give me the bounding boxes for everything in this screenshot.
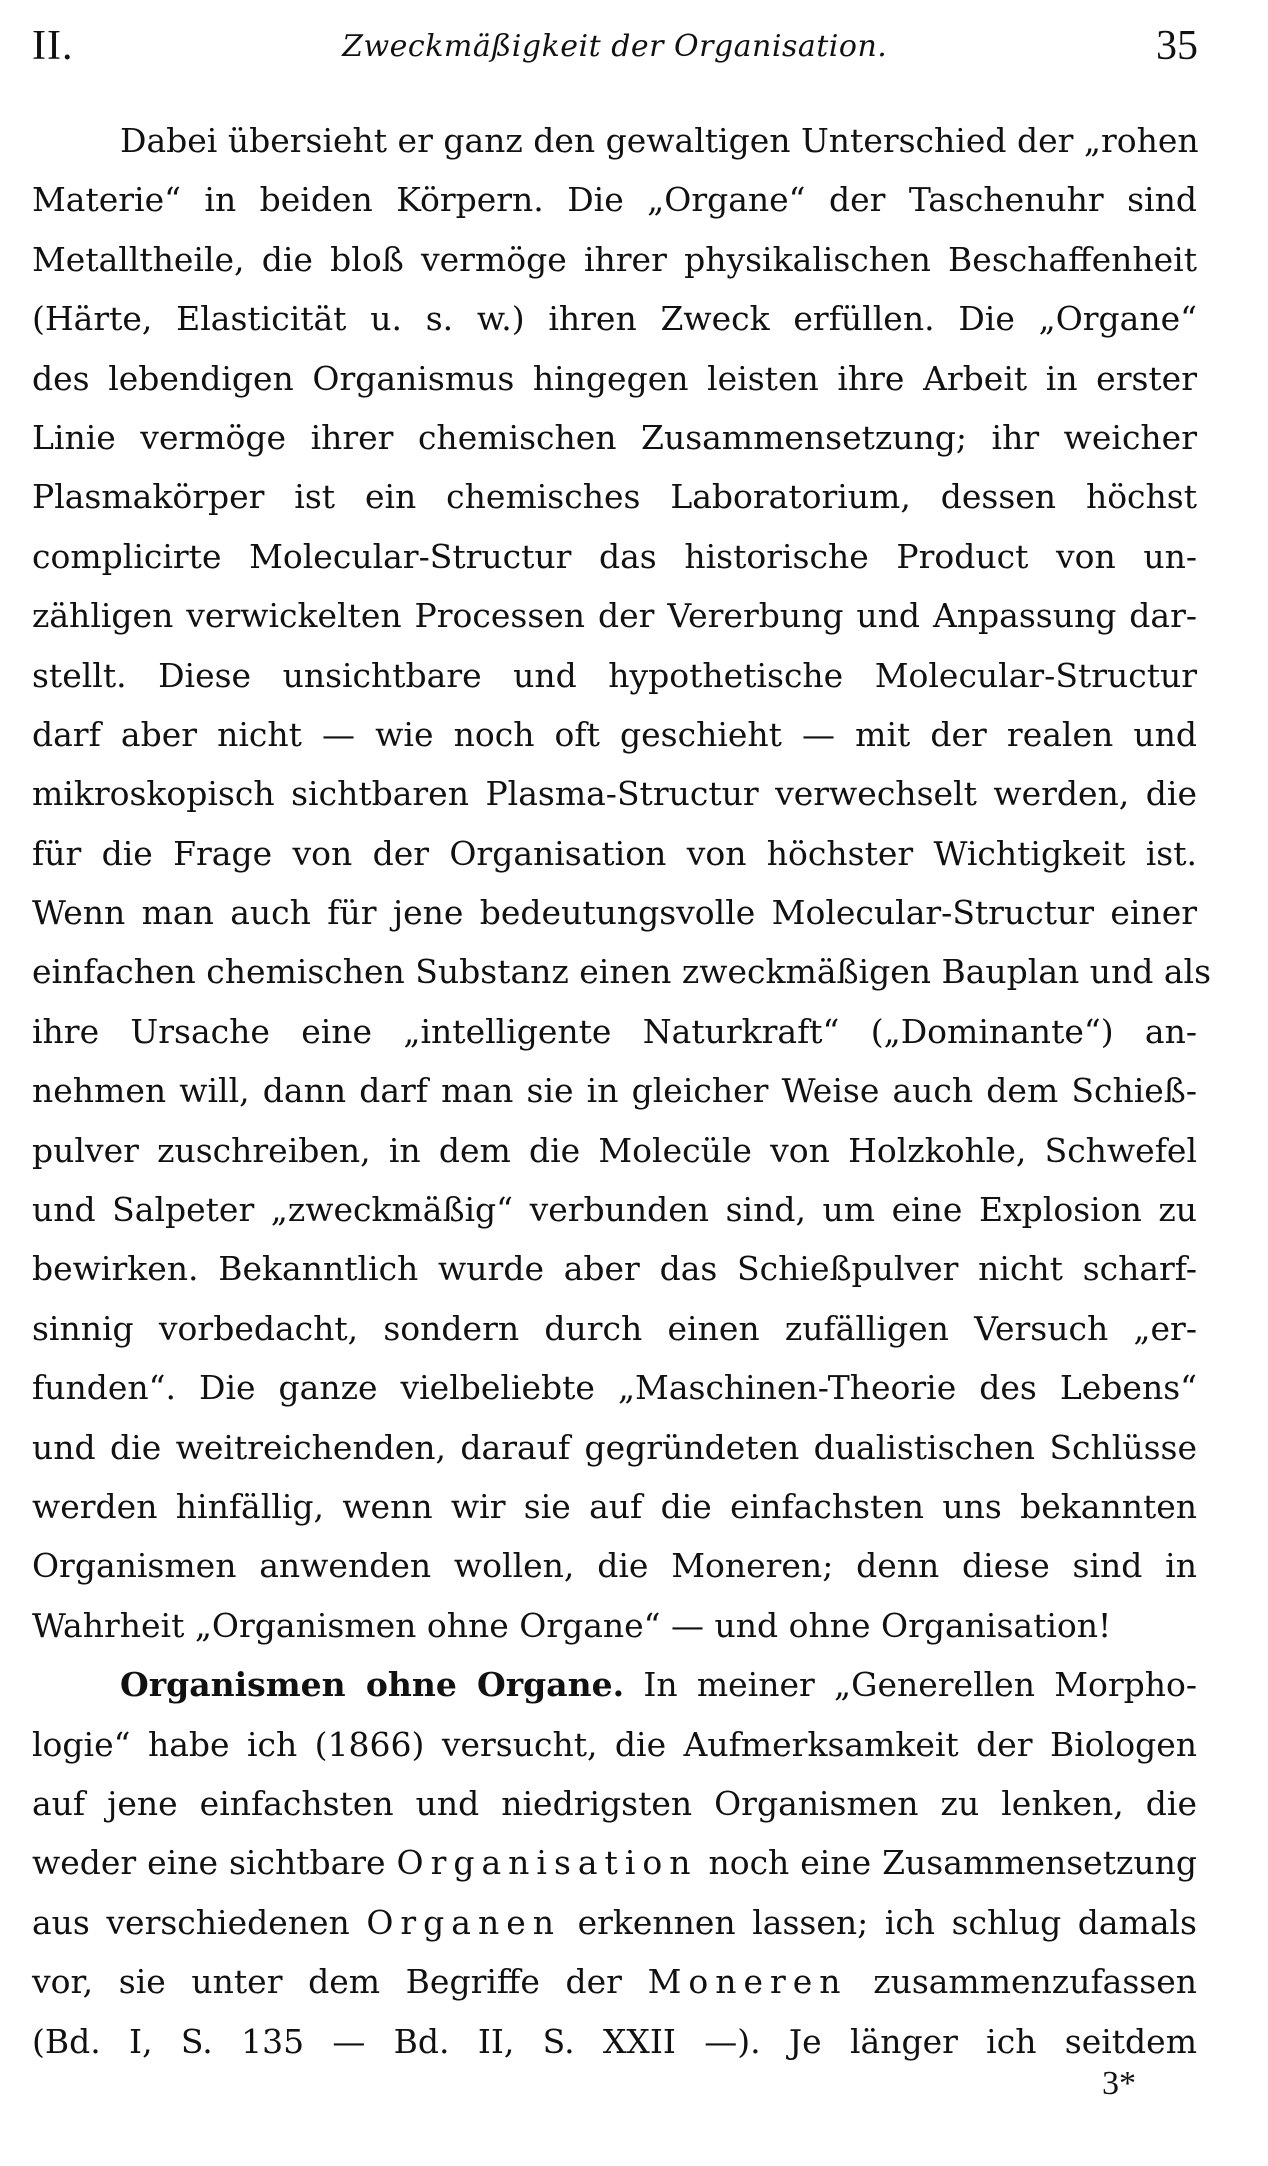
spaced-term: Organen: [366, 1902, 562, 1942]
text-line: pulver zuschreiben, in dem die Molecüle von Holzkohle, Schwefel: [32, 1130, 1197, 1170]
text-line: ihre Ursache eine „intelligente Naturkraft“ („Dominante“) an-: [32, 1011, 1197, 1051]
text-line: bewirken. Bekanntlich wurde aber das Schießpulver nicht scharf-: [32, 1249, 1197, 1289]
text-line: Materie“ in beiden Körpern. Die „Organe“ der Taschenuhr sind: [32, 180, 1197, 220]
text-line: einfachen chemischen Substanz einen zweckmäßigen Bauplan und als: [32, 952, 1212, 992]
text-line: und Salpeter „zweckmäßig“ verbunden sind, um eine Explosion zu: [32, 1190, 1197, 1230]
chapter-number: II.: [32, 23, 74, 69]
text-line: nehmen will, dann darf man sie in gleicher Weise auch dem Schieß-: [32, 1071, 1197, 1111]
text-span: In meiner „Generellen Morpho-: [643, 1665, 1198, 1705]
text-line: [32, 1833, 1197, 1892]
text-line: Wenn man auch für jene bedeutungsvolle Molecular-Structur einer: [32, 893, 1197, 933]
text-line: [32, 1952, 1197, 2011]
text-line: werden hinfällig, wenn wir sie auf die einfachsten uns bekannten: [32, 1486, 1197, 1526]
text-line: logie“ habe ich (1866) versucht, die Aufmerksamkeit der Biologen: [32, 1724, 1197, 1764]
text-line: funden“. Die ganze vielbeliebte „Maschinen-Theorie des Lebens“: [32, 1368, 1197, 1408]
section-first-line: [32, 1655, 1197, 1714]
spaced-term: Moneren: [647, 1962, 848, 2002]
text-line: des lebendigen Organismus hingegen leisten ihre Arbeit in erster: [32, 358, 1197, 398]
text-line: Metalltheile, die bloß vermöge ihrer physikalischen Beschaffenheit: [32, 239, 1197, 279]
section-heading: Organismen ohne Organe.: [120, 1665, 625, 1705]
text-line: Plasmakörper ist ein chemisches Laboratorium, dessen höchst: [32, 477, 1197, 517]
text-span: vor, sie unter dem Begriffe der: [32, 1962, 622, 2002]
spaced-term: Organisation: [396, 1843, 698, 1883]
text-line: Wahrheit „Organismen ohne Organe“ — und ohne Organisation!: [32, 1605, 1112, 1645]
text-line: complicirte Molecular-Structur das historische Product von un-: [32, 536, 1197, 576]
text-line: Organismen anwenden wollen, die Moneren; denn diese sind in: [32, 1546, 1197, 1586]
text-span: aus verschiedenen: [32, 1902, 350, 1942]
text-span: noch eine Zusammensetzung: [708, 1843, 1197, 1883]
page-body: [32, 111, 1212, 2071]
text-line: [32, 1893, 1197, 1952]
text-line: sinnig vorbedacht, sondern durch einen zufälligen Versuch „er-: [32, 1308, 1197, 1348]
text-span: erkennen lassen; ich schlug damals: [577, 1902, 1197, 1942]
printer-signature: 3*: [1102, 2065, 1136, 2102]
text-span: weder eine sichtbare: [32, 1843, 386, 1883]
running-header: [32, 18, 1198, 74]
text-line: auf jene einfachsten und niedrigsten Organismen zu lenken, die: [32, 1783, 1197, 1823]
page-number: 35: [1155, 23, 1198, 69]
running-title: Zweckmäßigkeit der Organisation.: [342, 28, 888, 64]
text-line: stellt. Diese unsichtbare und hypothetische Molecular-Structur: [32, 655, 1197, 695]
text-line: (Härte, Elasticität u. s. w.) ihren Zweck erfüllen. Die „Organe“: [32, 299, 1197, 339]
text-line: (Bd. I, S. 135 — Bd. II, S. XXII —). Je länger ich seitdem: [32, 2021, 1197, 2061]
text-line: darf aber nicht — wie noch oft geschieht — mit der realen und: [32, 714, 1197, 754]
text-line: für die Frage von der Organisation von höchster Wichtigkeit ist.: [32, 833, 1197, 873]
text-line: Dabei übersieht er ganz den gewaltigen Unterschied der „rohen: [120, 121, 1199, 160]
text-line: zähligen verwickelten Processen der Vererbung und Anpassung dar-: [32, 596, 1197, 636]
text-span: zusammenzufassen: [873, 1962, 1197, 2002]
text-line: und die weitreichenden, darauf gegründeten dualistischen Schlüsse: [32, 1427, 1197, 1467]
text-line: Linie vermöge ihrer chemischen Zusammensetzung; ihr weicher: [32, 417, 1197, 457]
text-line: mikroskopisch sichtbaren Plasma-Structur verwechselt werden, die: [32, 774, 1197, 814]
